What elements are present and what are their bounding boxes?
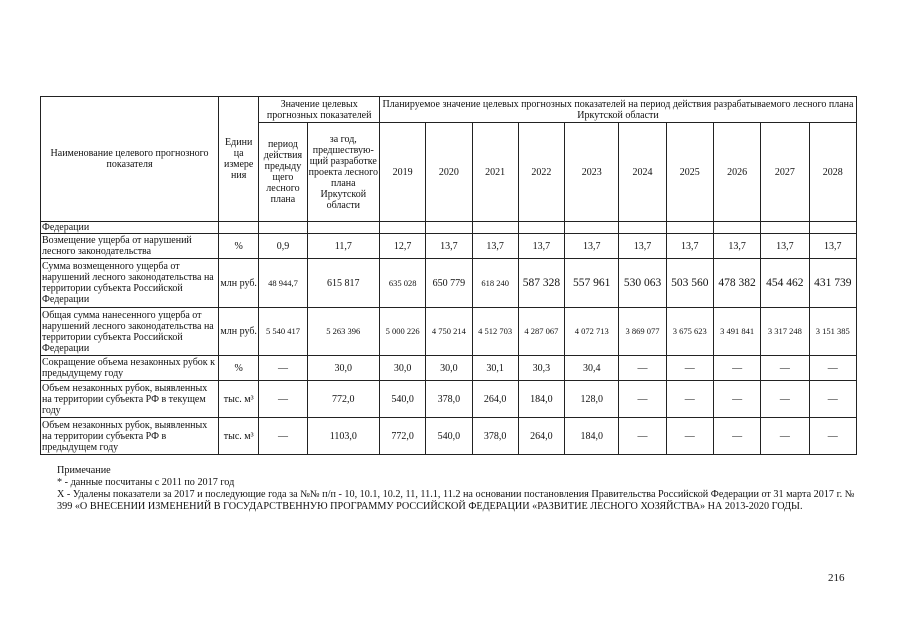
cell: 431 739 [809, 259, 857, 308]
cell: 30,3 [518, 356, 564, 381]
cell: 184,0 [518, 381, 564, 418]
cell: 13,7 [809, 234, 857, 259]
cell: 4 287 067 [518, 308, 564, 356]
table-row [41, 418, 857, 455]
cell: 3 675 623 [666, 308, 713, 356]
header-year: 2028 [809, 123, 857, 222]
note-star: * - данные посчитаны с 2011 по 2017 год [57, 477, 235, 488]
cell: 30,0 [380, 356, 426, 381]
row-name: Объем незаконных рубок, выявленных на территории субъекта РФ в предыдущем году [41, 418, 219, 455]
cell: 4 750 214 [426, 308, 472, 356]
cell: 12,7 [380, 234, 426, 259]
cell: 4 072 713 [565, 308, 619, 356]
notes [57, 465, 857, 513]
row-year: 772,0 [307, 381, 379, 418]
cell: 13,7 [713, 234, 760, 259]
cell: 13,7 [518, 234, 564, 259]
table-row [41, 381, 857, 418]
cell: — [619, 381, 666, 418]
header-year: 2022 [518, 123, 564, 222]
cell: — [809, 356, 857, 381]
table-row [41, 234, 857, 259]
cell: — [666, 418, 713, 455]
cell: 30,0 [426, 356, 472, 381]
cell: 540,0 [426, 418, 472, 455]
cell: 378,0 [426, 381, 472, 418]
cell: — [619, 356, 666, 381]
row-prev: 48 944,7 [259, 259, 307, 308]
row-prev: — [259, 356, 307, 381]
header-previous-period: период действия предыду щего лесного плана [259, 123, 307, 222]
row-year: 30,0 [307, 356, 379, 381]
row-prev: — [259, 381, 307, 418]
header-previous-year: за год, предшествую-щий разработке проекта лесного плана Иркутской области [307, 123, 379, 222]
cell: 503 560 [666, 259, 713, 308]
cell: 557 961 [565, 259, 619, 308]
cell: — [713, 418, 760, 455]
row-name: Федерации [41, 222, 219, 234]
notes-title: Примечание [57, 465, 111, 476]
header-year: 2020 [426, 123, 472, 222]
cell: 587 328 [518, 259, 564, 308]
cell: 30,1 [472, 356, 518, 381]
header-values-group: Значение целевых прогнозных показателей [259, 97, 380, 123]
cell: 13,7 [472, 234, 518, 259]
cell: — [809, 418, 857, 455]
row-unit: тыс. м³ [219, 418, 259, 455]
row-unit: % [219, 234, 259, 259]
cell: — [713, 381, 760, 418]
row-year: 11,7 [307, 234, 379, 259]
header-year: 2019 [380, 123, 426, 222]
table-row [41, 222, 857, 234]
row-unit: млн руб. [219, 308, 259, 356]
header-year: 2021 [472, 123, 518, 222]
cell: 30,4 [565, 356, 619, 381]
cell: 530 063 [619, 259, 666, 308]
cell: 540,0 [380, 381, 426, 418]
cell: 454 462 [761, 259, 809, 308]
header-year: 2026 [713, 123, 760, 222]
row-name: Сумма возмещенного ущерба от нарушений лесного законодательства на территории субъекта Российской Федерации [41, 259, 219, 308]
cell: 3 151 385 [809, 308, 857, 356]
cell: 13,7 [619, 234, 666, 259]
cell: 378,0 [472, 418, 518, 455]
cell: 772,0 [380, 418, 426, 455]
row-unit: % [219, 356, 259, 381]
cell: 650 779 [426, 259, 472, 308]
cell: 4 512 703 [472, 308, 518, 356]
cell: 264,0 [472, 381, 518, 418]
row-year: 5 263 396 [307, 308, 379, 356]
table-row [41, 356, 857, 381]
row-prev: 5 540 417 [259, 308, 307, 356]
cell: 635 028 [380, 259, 426, 308]
row-unit [219, 222, 259, 234]
cell: 3 869 077 [619, 308, 666, 356]
header-planned-group: Планируемое значение целевых прогнозных показателей на период действия разрабатываемого лесного плана Иркутской области [380, 97, 857, 123]
row-name: Возмещение ущерба от нарушений лесного законодательства [41, 234, 219, 259]
cell: — [713, 356, 760, 381]
cell: 264,0 [518, 418, 564, 455]
header-name: Наименование целевого прогнозного показателя [41, 97, 219, 222]
cell: — [809, 381, 857, 418]
header-year: 2024 [619, 123, 666, 222]
row-year: 1103,0 [307, 418, 379, 455]
cell: 13,7 [426, 234, 472, 259]
cell: 13,7 [761, 234, 809, 259]
indicators-table [40, 96, 857, 455]
header-year: 2025 [666, 123, 713, 222]
cell: 3 317 248 [761, 308, 809, 356]
cell: 3 491 841 [713, 308, 760, 356]
cell: 128,0 [565, 381, 619, 418]
cell: 5 000 226 [380, 308, 426, 356]
row-unit: тыс. м³ [219, 381, 259, 418]
table-row [41, 308, 857, 356]
header-year: 2027 [761, 123, 809, 222]
row-prev: — [259, 418, 307, 455]
cell: 184,0 [565, 418, 619, 455]
cell: 618 240 [472, 259, 518, 308]
page-number: 216 [828, 572, 845, 584]
table-row [41, 259, 857, 308]
row-year: 615 817 [307, 259, 379, 308]
header-unit: Едини ца измере ния [219, 97, 259, 222]
cell: — [761, 418, 809, 455]
cell: — [666, 356, 713, 381]
note-x: X - Удалены показатели за 2017 и последующие года за №№ п/п - 10, 10.1, 10.2, 11, 11.1, 11.2 на основании постановления Правительства Российской Федерации от 31 марта 2017 г. № 399 «О ВНЕСЕНИИ ИЗМЕНЕНИЙ В ГОСУДАРСТВЕННУЮ ПРОГРАММУ РОССИЙСКОЙ ФЕДЕРАЦИИ «РАЗВИТИЕ ЛЕСНОГО ХОЗЯЙСТВА» НА 2013-2020 ГОДЫ. [57, 489, 855, 512]
cell: 13,7 [565, 234, 619, 259]
row-name: Сокращение объема незаконных рубок к предыдущему году [41, 356, 219, 381]
cell: — [761, 381, 809, 418]
row-name: Объем незаконных рубок, выявленных на территории субъекта РФ в текущем году [41, 381, 219, 418]
row-name: Общая сумма нанесенного ущерба от нарушений лесного законодательства на территории субъекта Российской Федерации [41, 308, 219, 356]
header-year: 2023 [565, 123, 619, 222]
cell: 13,7 [666, 234, 713, 259]
cell: — [666, 381, 713, 418]
cell: 478 382 [713, 259, 760, 308]
row-unit: млн руб. [219, 259, 259, 308]
row-prev: 0,9 [259, 234, 307, 259]
cell: — [761, 356, 809, 381]
cell: — [619, 418, 666, 455]
